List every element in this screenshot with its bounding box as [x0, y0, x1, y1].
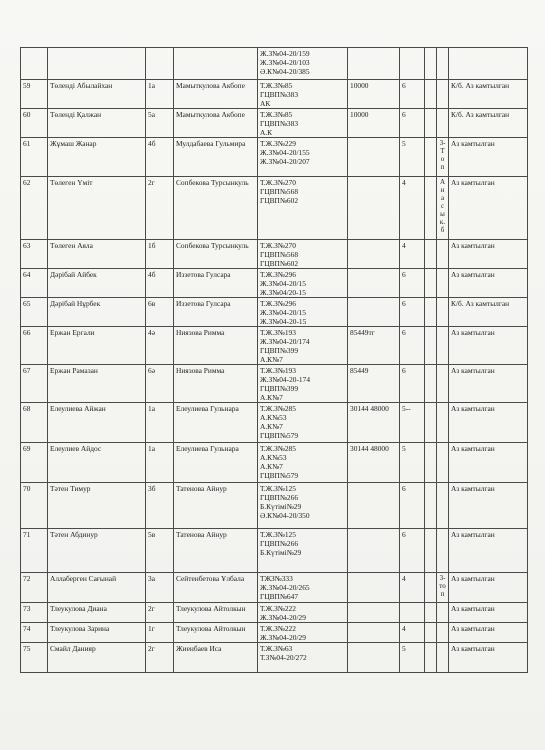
vertical-note-cell [437, 269, 449, 298]
document-line: Т.Ж.З№85 [260, 81, 293, 90]
status-cell: Аз камтылган [449, 327, 528, 365]
document-line: Т.Ж.З№285 [260, 404, 296, 413]
status-cell: Аз камтылган [449, 365, 528, 403]
document-line: Ж.З№04-20/15 [260, 279, 306, 288]
amount-cell: 85449тг [348, 327, 400, 365]
vertical-note-cell [437, 603, 449, 623]
table-row [21, 529, 528, 573]
amount-cell: 10000 [348, 109, 400, 138]
document-line: Ж.З№04-20/29 [260, 633, 306, 642]
status-cell: Аз камтылган [449, 269, 528, 298]
document-line: Ж.З№04-20/159 [260, 49, 310, 58]
class-cell: 3а [146, 573, 174, 603]
teacher-cell: Мамыткулова Акбопе [174, 80, 258, 109]
vertical-note-cell: А н а с ы к. б [437, 177, 449, 240]
category-cell: 4 [400, 240, 425, 269]
student-name-cell: Тлеукулова Зарина [48, 623, 146, 643]
document-line: Т.Ж.З№222 [260, 604, 296, 613]
documents-cell [258, 327, 348, 365]
group-cell [425, 623, 437, 643]
table-row [21, 623, 528, 643]
category-cell: 6 [400, 298, 425, 327]
student-name-cell: Тәтен Абдинур [48, 529, 146, 573]
vertical-note-cell [437, 80, 449, 109]
document-line: Ж.З№04/20-15 [260, 288, 306, 297]
documents-cell [258, 240, 348, 269]
document-line: Ж.З№04-20/207 [260, 157, 310, 166]
document-line: Т.Ж.З№193 [260, 328, 296, 337]
class-cell: 5в [146, 529, 174, 573]
amount-cell [348, 240, 400, 269]
table-row [21, 298, 528, 327]
table-row [21, 138, 528, 177]
document-line: ГЦВП№602 [260, 259, 299, 268]
class-cell: 3б [146, 483, 174, 529]
document-line: ГЦВП№579 [260, 431, 299, 440]
vertical-note-cell [437, 240, 449, 269]
status-cell: Аз камтылган [449, 643, 528, 673]
row-number-cell: 66 [21, 327, 48, 365]
status-cell: Аз камтылган [449, 138, 528, 177]
status-cell: Аз камтылган [449, 443, 528, 483]
row-number-cell: 75 [21, 643, 48, 673]
student-name-cell: Аллаберген Сағынай [48, 573, 146, 603]
documents-cell [258, 298, 348, 327]
document-line: ГЦВП№399 [260, 384, 299, 393]
status-cell: Аз камтылган [449, 483, 528, 529]
group-cell [425, 573, 437, 603]
document-line: Ж.З№04-20/174 [260, 337, 310, 346]
row-number-cell: 70 [21, 483, 48, 529]
student-name-cell: Дәрібай Айбек [48, 269, 146, 298]
documents-cell [258, 48, 348, 80]
student-name-cell: Ержан Рамазан [48, 365, 146, 403]
row-number-cell: 67 [21, 365, 48, 403]
class-cell: 1а [146, 80, 174, 109]
category-cell: 6 [400, 109, 425, 138]
table-row [21, 603, 528, 623]
vertical-note-cell: 3-Т оп [437, 138, 449, 177]
document-line: А.К [260, 128, 273, 137]
document-line: Б.Күтімі№29 [260, 502, 302, 511]
row-number-cell: 74 [21, 623, 48, 643]
student-name-cell: Дәрібай Нұрбек [48, 298, 146, 327]
document-line: ТЖЗ№333 [260, 574, 293, 583]
teacher-cell: Елеулиева Гульнара [174, 403, 258, 443]
class-cell: 6ә [146, 365, 174, 403]
amount-cell [348, 48, 400, 80]
documents-cell [258, 365, 348, 403]
class-cell: 6в [146, 298, 174, 327]
amount-cell: 10000 [348, 80, 400, 109]
class-cell: 1а [146, 403, 174, 443]
row-number-cell [21, 48, 48, 80]
amount-cell: 30144 48000 [348, 403, 400, 443]
document-line: Б.Күтімі№29 [260, 548, 302, 557]
document-line: Т.Ж.З№296 [260, 299, 296, 308]
amount-cell: 30144 48000 [348, 443, 400, 483]
teacher-cell: Иззетова Гулсара [174, 298, 258, 327]
vertical-note-cell [437, 483, 449, 529]
document-line: Ә.К№04-20/385 [260, 67, 310, 76]
category-cell: 5-- [400, 403, 425, 443]
row-number-cell: 68 [21, 403, 48, 443]
student-name-cell: Тәтен Тимур [48, 483, 146, 529]
document-line: Ж.З№04-20/103 [260, 58, 310, 67]
teacher-cell: Ниязова Римма [174, 327, 258, 365]
document-line: Т.Ж.З№193 [260, 366, 296, 375]
table-row [21, 403, 528, 443]
teacher-cell: Сейтенбетова Ұлбала [174, 573, 258, 603]
class-cell: 1г [146, 623, 174, 643]
row-number-cell: 63 [21, 240, 48, 269]
student-name-cell: Төленді Абылайхан [48, 80, 146, 109]
class-cell: 4б [146, 269, 174, 298]
vertical-note-cell [437, 623, 449, 643]
teacher-cell: Елеулиева Гульнара [174, 443, 258, 483]
teacher-cell: Жиенбаев Иса [174, 643, 258, 673]
class-cell: 2г [146, 643, 174, 673]
document-line: Т.Ж.З№285 [260, 444, 296, 453]
document-line: Ә.К№04-20/350 [260, 511, 310, 520]
document-line: Ж.З№04-20/265 [260, 583, 310, 592]
teacher-cell: Мулдабаева Гульмира [174, 138, 258, 177]
student-name-cell: Төлеген Үміт [48, 177, 146, 240]
document-line: Т.Ж.З№125 [260, 530, 296, 539]
row-number-cell: 73 [21, 603, 48, 623]
table-row [21, 240, 528, 269]
row-number-cell: 69 [21, 443, 48, 483]
teacher-cell: Татенова Айнур [174, 529, 258, 573]
documents-cell [258, 483, 348, 529]
category-cell: 5 [400, 643, 425, 673]
category-cell: 4 [400, 573, 425, 603]
document-line: А.К№53 [260, 413, 287, 422]
table-row [21, 365, 528, 403]
class-cell: 4ә [146, 327, 174, 365]
document-line: А.К№7 [260, 355, 283, 364]
vertical-note-cell [437, 643, 449, 673]
row-number-cell: 65 [21, 298, 48, 327]
document-line: ГЦВП№579 [260, 471, 299, 480]
status-cell: К/б. Аз камтылган [449, 298, 528, 327]
document-line: Т.Ж.З№270 [260, 178, 296, 187]
documents-cell [258, 177, 348, 240]
row-number-cell: 64 [21, 269, 48, 298]
document-line: Ж.З№04-20-15 [260, 317, 307, 326]
category-cell: 6 [400, 80, 425, 109]
amount-cell [348, 623, 400, 643]
vertical-note-cell [437, 298, 449, 327]
status-cell: К/б. Аз камтылган [449, 109, 528, 138]
vertical-note-cell [437, 365, 449, 403]
teacher-cell: Тлеукулова Айтолкын [174, 603, 258, 623]
table-row [21, 109, 528, 138]
vertical-note-cell [437, 327, 449, 365]
amount-cell [348, 573, 400, 603]
student-name-cell: Елеулиев Айдос [48, 443, 146, 483]
document-line: ГЦВП№602 [260, 196, 299, 205]
vertical-note-cell: 3-то п [437, 573, 449, 603]
category-cell: 5 [400, 443, 425, 483]
group-cell [425, 365, 437, 403]
document-line: ГЦВП№266 [260, 493, 299, 502]
group-cell [425, 240, 437, 269]
vertical-note-cell [437, 109, 449, 138]
amount-cell [348, 298, 400, 327]
category-cell: 6 [400, 327, 425, 365]
document-line: Т.Ж.З№270 [260, 241, 296, 250]
documents-cell [258, 573, 348, 603]
student-name-cell: Елеулиева Айжан [48, 403, 146, 443]
documents-cell [258, 80, 348, 109]
student-name-cell: Ержан Ергали [48, 327, 146, 365]
table-row [21, 177, 528, 240]
status-cell: Аз камтылган [449, 603, 528, 623]
amount-cell [348, 483, 400, 529]
documents-cell [258, 443, 348, 483]
document-line: ГЦВП№383 [260, 119, 299, 128]
group-cell [425, 403, 437, 443]
category-cell: 6 [400, 269, 425, 298]
documents-cell [258, 269, 348, 298]
amount-cell [348, 529, 400, 573]
row-number-cell: 60 [21, 109, 48, 138]
documents-cell [258, 643, 348, 673]
group-cell [425, 80, 437, 109]
student-name-cell: Смайл Данияр [48, 643, 146, 673]
table-row [21, 327, 528, 365]
status-cell: Аз камтылган [449, 403, 528, 443]
document-line: Ж.З№04-20/155 [260, 148, 310, 157]
table-row [21, 443, 528, 483]
document-line: ГЦВП№383 [260, 90, 299, 99]
category-cell: 6 [400, 529, 425, 573]
group-cell [425, 138, 437, 177]
group-cell [425, 48, 437, 80]
row-number-cell: 62 [21, 177, 48, 240]
student-name-cell: Тлеукулова Диана [48, 603, 146, 623]
teacher-cell: Татенова Айнур [174, 483, 258, 529]
status-cell: К/б. Аз камтылган [449, 80, 528, 109]
student-name-cell: Төленді Қалжан [48, 109, 146, 138]
group-cell [425, 298, 437, 327]
document-line: Ж.З№04-20/15 [260, 308, 306, 317]
amount-cell: 85449 [348, 365, 400, 403]
document-line: АК [260, 99, 271, 108]
table-row [21, 483, 528, 529]
class-cell: 1б [146, 240, 174, 269]
class-cell: 2г [146, 177, 174, 240]
document-line: ГЦВП№568 [260, 187, 299, 196]
document-line: А.К№7 [260, 422, 283, 431]
class-cell: 4б [146, 138, 174, 177]
group-cell [425, 109, 437, 138]
documents-cell [258, 623, 348, 643]
document-line: Т.Ж.З№125 [260, 484, 296, 493]
status-cell: Аз камтылган [449, 177, 528, 240]
table-row [21, 48, 528, 80]
student-name-cell [48, 48, 146, 80]
document-line: ГЦВП№568 [260, 250, 299, 259]
status-cell: Аз камтылган [449, 573, 528, 603]
document-line: Ж.З№04-20/29 [260, 613, 306, 622]
category-cell: 6 [400, 483, 425, 529]
status-cell [449, 48, 528, 80]
documents-cell [258, 603, 348, 623]
group-cell [425, 177, 437, 240]
documents-cell [258, 529, 348, 573]
group-cell [425, 269, 437, 298]
group-cell [425, 603, 437, 623]
category-cell: 6 [400, 365, 425, 403]
vertical-note-cell [437, 529, 449, 573]
table-body [21, 48, 528, 673]
row-number-cell: 61 [21, 138, 48, 177]
student-name-cell: Жұмаш Жанар [48, 138, 146, 177]
amount-cell [348, 269, 400, 298]
document-line: Ж.З№04-20-174 [260, 375, 311, 384]
amount-cell [348, 177, 400, 240]
table-row [21, 573, 528, 603]
row-number-cell: 71 [21, 529, 48, 573]
vertical-note-cell [437, 48, 449, 80]
status-cell: Аз камтылган [449, 529, 528, 573]
class-cell: 5а [146, 109, 174, 138]
category-cell [400, 48, 425, 80]
documents-cell [258, 109, 348, 138]
status-cell: Аз камтылган [449, 240, 528, 269]
table-row [21, 643, 528, 673]
group-cell [425, 443, 437, 483]
amount-cell [348, 603, 400, 623]
class-cell [146, 48, 174, 80]
document-line: ГЦВП№647 [260, 592, 299, 601]
teacher-cell: Мамыткулова Акбопе [174, 109, 258, 138]
teacher-cell: Сопбекова Турсынкуль [174, 177, 258, 240]
class-cell: 1а [146, 443, 174, 483]
group-cell [425, 327, 437, 365]
document-line: Т.Ж.З№63 [260, 644, 293, 653]
row-number-cell: 72 [21, 573, 48, 603]
document-line: Т.Ж.З№229 [260, 139, 296, 148]
document-line: Т.Ж.З№85 [260, 110, 293, 119]
amount-cell [348, 138, 400, 177]
document-line: Т.З№04-20/272 [260, 653, 307, 662]
document-line: А.К№53 [260, 453, 287, 462]
document-line: ГЦВП№399 [260, 346, 299, 355]
teacher-cell: Сопбекова Турсынкуль [174, 240, 258, 269]
vertical-note-cell [437, 403, 449, 443]
category-cell: 4 [400, 623, 425, 643]
class-cell: 2г [146, 603, 174, 623]
document-line: Т.Ж.З№222 [260, 624, 296, 633]
vertical-note-cell [437, 443, 449, 483]
document-line: А.К№7 [260, 462, 283, 471]
table-row [21, 269, 528, 298]
status-cell: Аз камтылган [449, 623, 528, 643]
teacher-cell: Иззетова Гулсара [174, 269, 258, 298]
documents-cell [258, 403, 348, 443]
row-number-cell: 59 [21, 80, 48, 109]
group-cell [425, 643, 437, 673]
teacher-cell: Тлеукулова Айтолкын [174, 623, 258, 643]
table-row [21, 80, 528, 109]
teacher-cell [174, 48, 258, 80]
document-line: ГЦВП№266 [260, 539, 299, 548]
document-line: Т.Ж.З№296 [260, 270, 296, 279]
students-table [20, 47, 528, 673]
group-cell [425, 529, 437, 573]
group-cell [425, 483, 437, 529]
category-cell [400, 603, 425, 623]
teacher-cell: Ниязова Римма [174, 365, 258, 403]
amount-cell [348, 643, 400, 673]
documents-cell [258, 138, 348, 177]
category-cell: 5 [400, 138, 425, 177]
student-name-cell: Төлеген Аяла [48, 240, 146, 269]
document-line: А.К№7 [260, 393, 283, 402]
category-cell: 4 [400, 177, 425, 240]
